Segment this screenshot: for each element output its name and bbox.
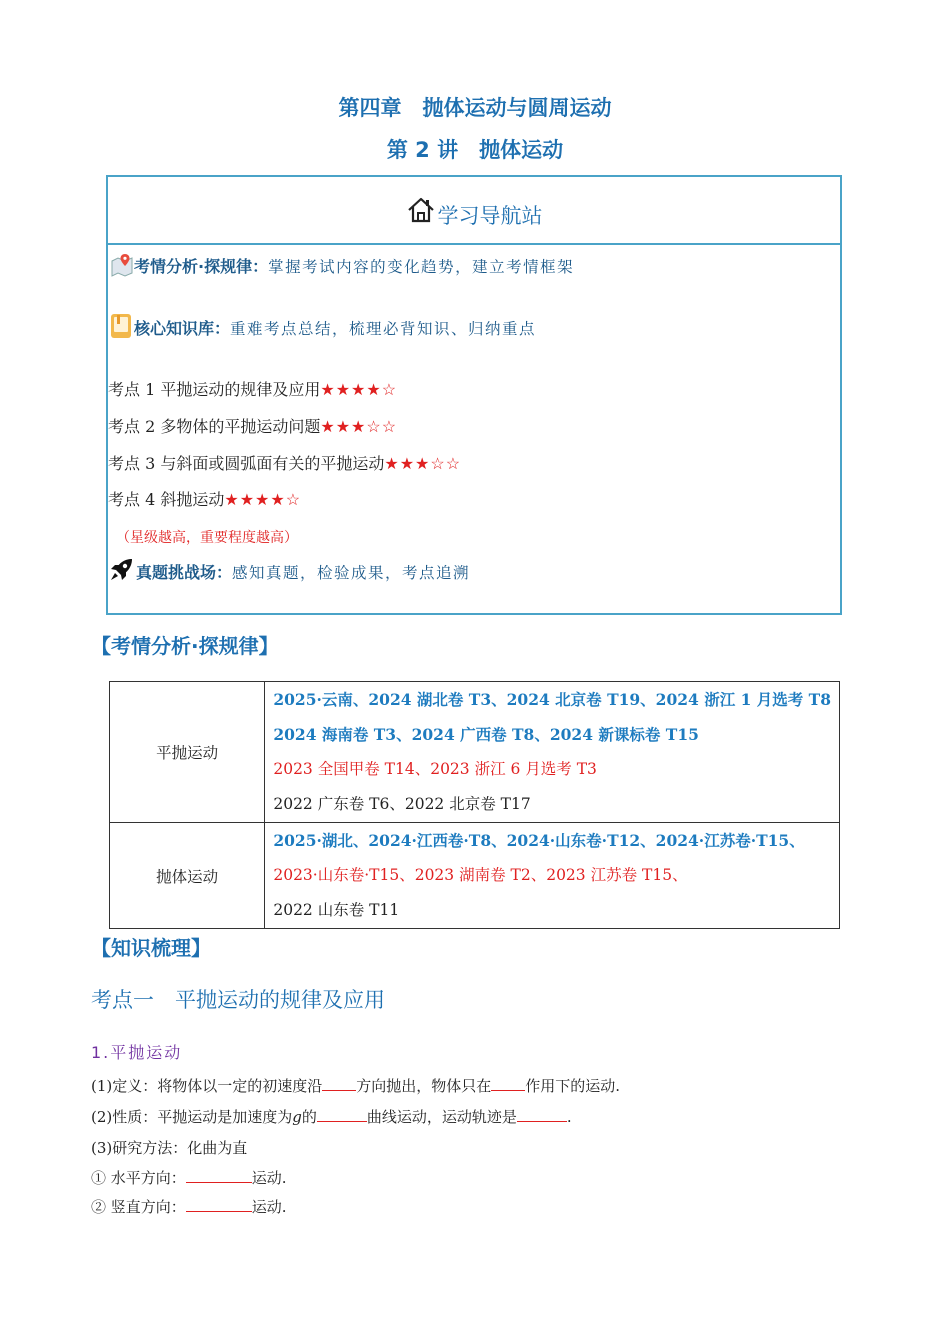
challenge-desc: 感知真题，检验成果，考点追溯 [232, 564, 471, 582]
core-knowledge-desc: 重难考点总结，梳理必背知识、归纳重点 [230, 320, 537, 338]
exam-analysis-label: 考情分析·探规律： [134, 257, 269, 276]
sub-title: 1.平抛运动 [91, 1043, 183, 1062]
references-cell [265, 682, 840, 823]
key-point-3-stars: ★★★☆☆ [384, 454, 462, 473]
fill-blank[interactable] [186, 1197, 252, 1212]
key-point-2-text: 考点 2 多物体的平抛运动问题 [108, 417, 321, 436]
key-point-4-text: 考点 4 斜抛运动 [108, 490, 225, 509]
reference-line: 2023 全国甲卷 T14、2023 浙江 6 月选考 T3 [273, 760, 597, 778]
key-point-1 [108, 377, 397, 400]
horizontal-line: ① 水平方向： 运动. [91, 1169, 287, 1187]
property-line: (2)性质：平抛运动是加速度为g的 曲线运动，运动轨迹是 . [91, 1108, 572, 1126]
challenge-row [108, 557, 470, 583]
reference-line: 2024 海南卷 T3、2024 广西卷 T8、2024 新课标卷 T15 [273, 725, 699, 744]
fill-blank[interactable] [186, 1168, 252, 1183]
reference-line: 2025·云南、2024 湖北卷 T3、2024 北京卷 T19、2024 浙江 1 月选考 T8 [273, 690, 831, 709]
challenge-label: 真题挑战场： [136, 563, 233, 582]
reference-line: 2023·山东卷·T15、2023 湖南卷 T2、2023 江苏卷 T15、 [273, 866, 688, 884]
exam-reference-table [109, 681, 840, 929]
knowledge-heading: 【知识梳理】 [91, 936, 211, 960]
reference-line: 2022 广东卷 T6、2022 北京卷 T17 [273, 795, 531, 813]
references-cell [265, 823, 840, 929]
table-row [110, 823, 840, 929]
fill-blank[interactable] [491, 1076, 525, 1091]
key-point-4 [108, 487, 301, 510]
fill-blank[interactable] [317, 1107, 367, 1122]
rocket-icon [108, 557, 134, 583]
point-title: 考点一 平抛运动的规律及应用 [91, 988, 385, 1012]
book-icon [110, 313, 132, 339]
star-note: （星级越高，重要程度越高） [116, 530, 298, 546]
study-navigation-box [106, 175, 842, 615]
exam-section-heading: 【考情分析·探规律】 [91, 634, 279, 658]
key-point-2-stars: ★★★☆☆ [320, 417, 398, 436]
key-point-2 [108, 414, 397, 437]
key-point-1-stars: ★★★★☆ [320, 380, 398, 399]
chapter-title: 第四章 抛体运动与圆周运动 [338, 96, 612, 120]
method-line: (3)研究方法：化曲为直 [91, 1139, 248, 1157]
category-cell: 平抛运动 [110, 682, 265, 823]
core-knowledge-label: 核心知识库： [134, 319, 231, 338]
key-point-4-stars: ★★★★☆ [224, 490, 302, 509]
nav-title: 学习导航站 [437, 204, 543, 228]
core-knowledge-row [110, 313, 536, 339]
category-cell: 抛体运动 [110, 823, 265, 929]
reference-line: 2022 山东卷 T11 [273, 901, 400, 919]
exam-analysis-desc: 掌握考试内容的变化趋势，建立考情框架 [268, 258, 575, 276]
key-point-3-text: 考点 3 与斜面或圆弧面有关的平抛运动 [108, 454, 385, 473]
table-row [110, 682, 840, 823]
home-icon [406, 195, 436, 225]
key-point-3 [108, 451, 461, 474]
map-pin-icon [110, 253, 134, 277]
definition-line: (1)定义：将物体以一定的初速度沿 方向抛出，物体只在 作用下的运动. [91, 1077, 621, 1095]
exam-analysis-row [110, 253, 574, 277]
key-point-1-text: 考点 1 平抛运动的规律及应用 [108, 380, 321, 399]
fill-blank[interactable] [322, 1076, 356, 1091]
reference-line: 2025·湖北、2024·江西卷·T8、2024·山东卷·T12、2024·江苏卷·T15、 [273, 831, 805, 850]
lecture-title: 第 2 讲 抛体运动 [386, 138, 564, 162]
vertical-line: ② 竖直方向： 运动. [91, 1198, 287, 1216]
fill-blank[interactable] [517, 1107, 567, 1122]
nav-header [108, 177, 840, 245]
